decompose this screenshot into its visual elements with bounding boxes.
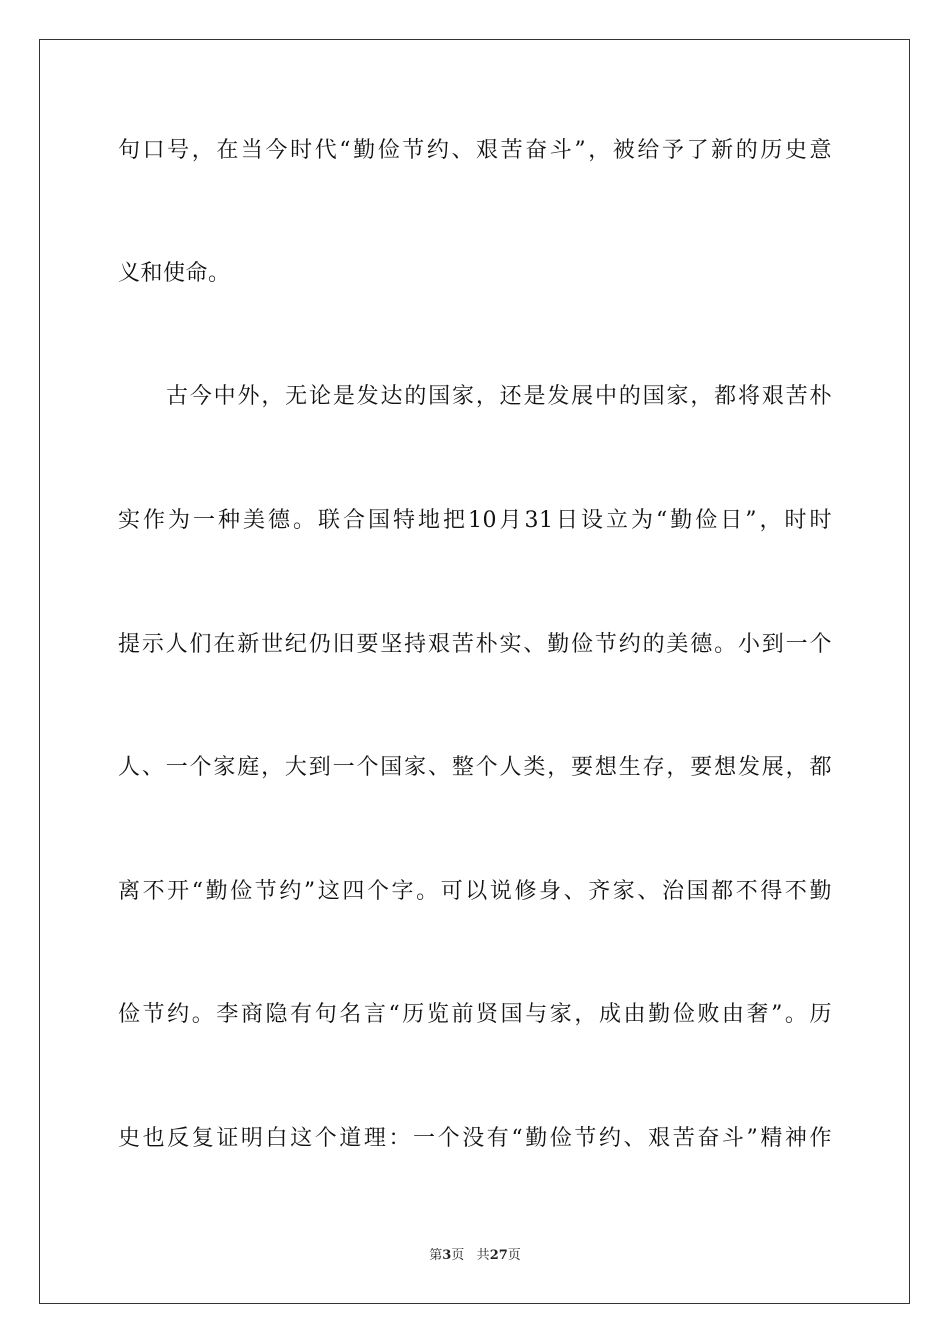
paragraph-line: 史也反复证明白这个道理：一个没有“勤俭节约、艰苦奋斗”精神作: [118, 1126, 832, 1151]
page-unit: 页: [451, 1248, 465, 1263]
paragraph-line: 提示人们在新世纪仍旧要坚持艰苦朴实、勤俭节约的美德。小到一个: [118, 632, 832, 657]
total-pages: 27: [489, 1248, 508, 1263]
paragraph-line: 义和使命。: [118, 261, 231, 286]
paragraph-line: 人、一个家庭，大到一个国家、整个人类，要想生存，要想发展，都: [118, 755, 832, 780]
page-border: [39, 39, 910, 1304]
total-prefix: 共: [476, 1248, 490, 1263]
paragraph-line: 离不开“勤俭节约”这四个字。可以说修身、齐家、治国都不得不勤: [118, 879, 832, 904]
total-unit: 页: [507, 1248, 521, 1263]
page-number: 3: [442, 1248, 452, 1263]
page-prefix: 第: [429, 1248, 443, 1263]
paragraph-line: 俭节约。李商隐有句名言“历览前贤国与家，成由勤俭败由奢”。历: [118, 1002, 832, 1027]
paragraph-line: 古今中外，无论是发达的国家，还是发展中的国家，都将艰苦朴: [166, 384, 832, 409]
paragraph-line: 实作为一种美德。联合国特地把10月31日设立为“勤俭日”，时时: [118, 508, 832, 533]
page-footer: [0, 1247, 950, 1265]
paragraph-line: 句口号，在当今时代“勤俭节约、艰苦奋斗”，被给予了新的历史意: [118, 138, 832, 163]
